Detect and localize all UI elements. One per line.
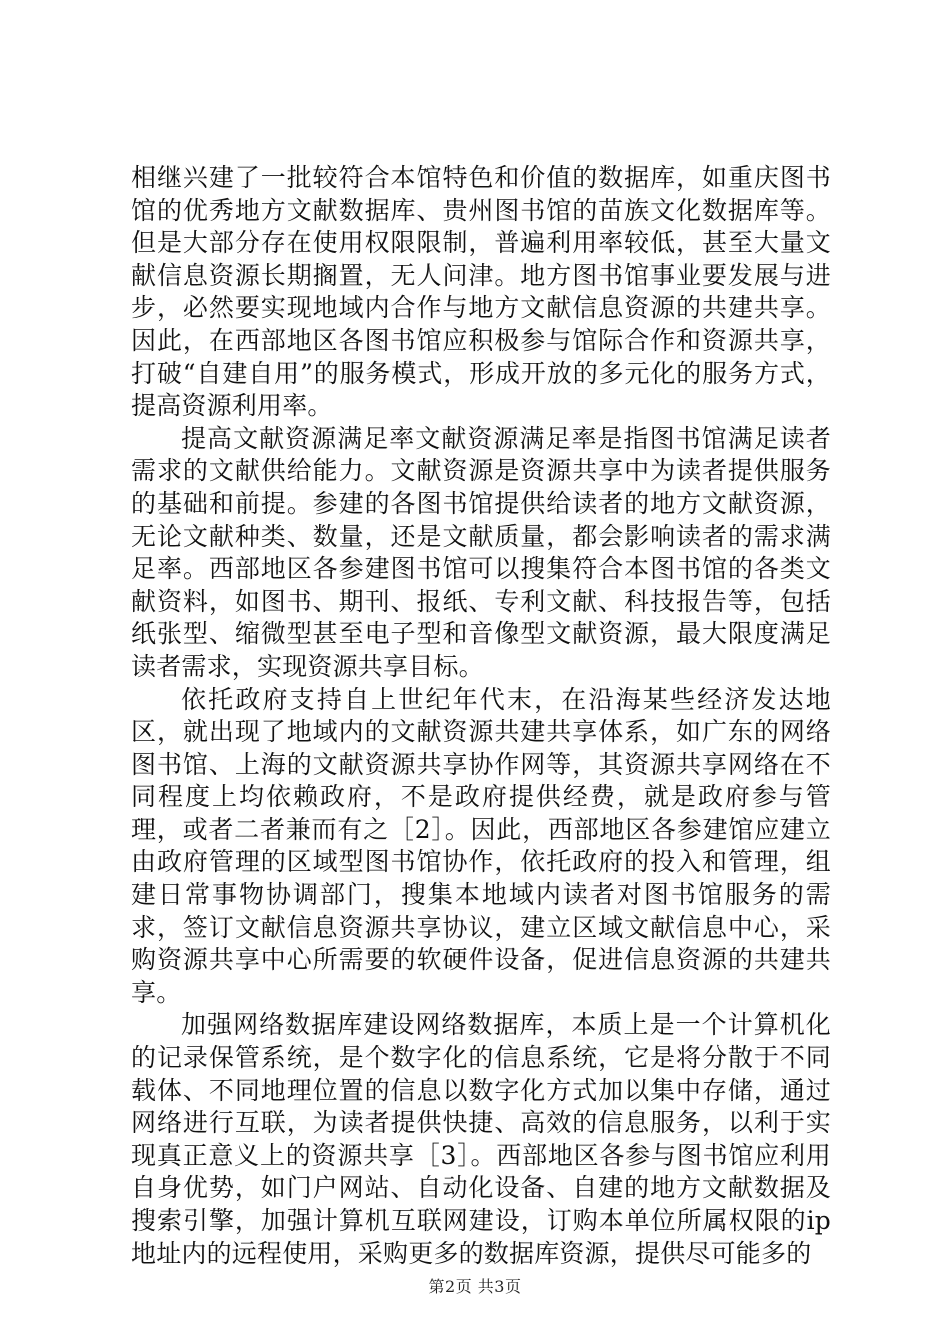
paragraph-1: 相继兴建了一批较符合本馆特色和价值的数据库，如重庆图书馆的优秀地方文献数据库、贵州图书馆的苗族文化数据库等。但是大部分存在使用权限限制，普遍利用率较低，甚至大量文献信息资源长期搁置，无人问津。地方图书馆事业要发展与进步，必然要实现地域内合作与地方文献信息资源的共建共享。因此，在西部地区各图书馆应积极参与馆际合作和资源共享，打破“自建自用”的服务模式，形成开放的多元化的服务方式，提高资源利用率。 — [131, 163, 831, 421]
page-footer: 第2页 共3页 — [428, 1277, 522, 1296]
document-body — [131, 162, 831, 1270]
paragraph-4: 加强网络数据库建设网络数据库，本质上是一个计算机化的记录保管系统，是个数字化的信息系统，它是将分散于不同载体、不同地理位置的信息以数字化方式加以集中存储，通过网络进行互联，为读者提供快捷、高效的信息服务，以利于实现真正意义上的资源共享［3］。西部地区各参与图书馆应利用自身优势，如门户网站、自动化设备、自建的地方文献数据及搜索引擎，加强计算机互联网建设，订购本单位所属权限的ip地址内的远程使用，采购更多的数据库资源，提供尽可能多的 — [131, 1010, 831, 1268]
paragraph-3: 依托政府支持自上世纪年代末，在沿海某些经济发达地区，就出现了地域内的文献资源共建共享体系，如广东的网络图书馆、上海的文献资源共享协作网等，其资源共享网络在不同程度上均依赖政府，不是政府提供经费，就是政府参与管理，或者二者兼而有之［2］。因此，西部地区各参建馆应建立由政府管理的区域型图书馆协作，依托政府的投入和管理，组建日常事物协调部门，搜集本地域内读者对图书馆服务的需求，签订文献信息资源共享协议，建立区域文献信息中心，采购资源共享中心所需要的软硬件设备，促进信息资源的共建共享。 — [131, 684, 831, 1007]
paragraph-2: 提高文献资源满足率文献资源满足率是指图书馆满足读者需求的文献供给能力。文献资源是资源共享中为读者提供服务的基础和前提。参建的各图书馆提供给读者的地方文献资源，无论文献种类、数量，还是文献质量，都会影响读者的需求满足率。西部地区各参建图书馆可以搜集符合本图书馆的各类文献资料，如图书、期刊、报纸、专利文献、科技报告等，包括纸张型、缩微型甚至电子型和音像型文献资源，最大限度满足读者需求，实现资源共享目标。 — [131, 423, 831, 681]
